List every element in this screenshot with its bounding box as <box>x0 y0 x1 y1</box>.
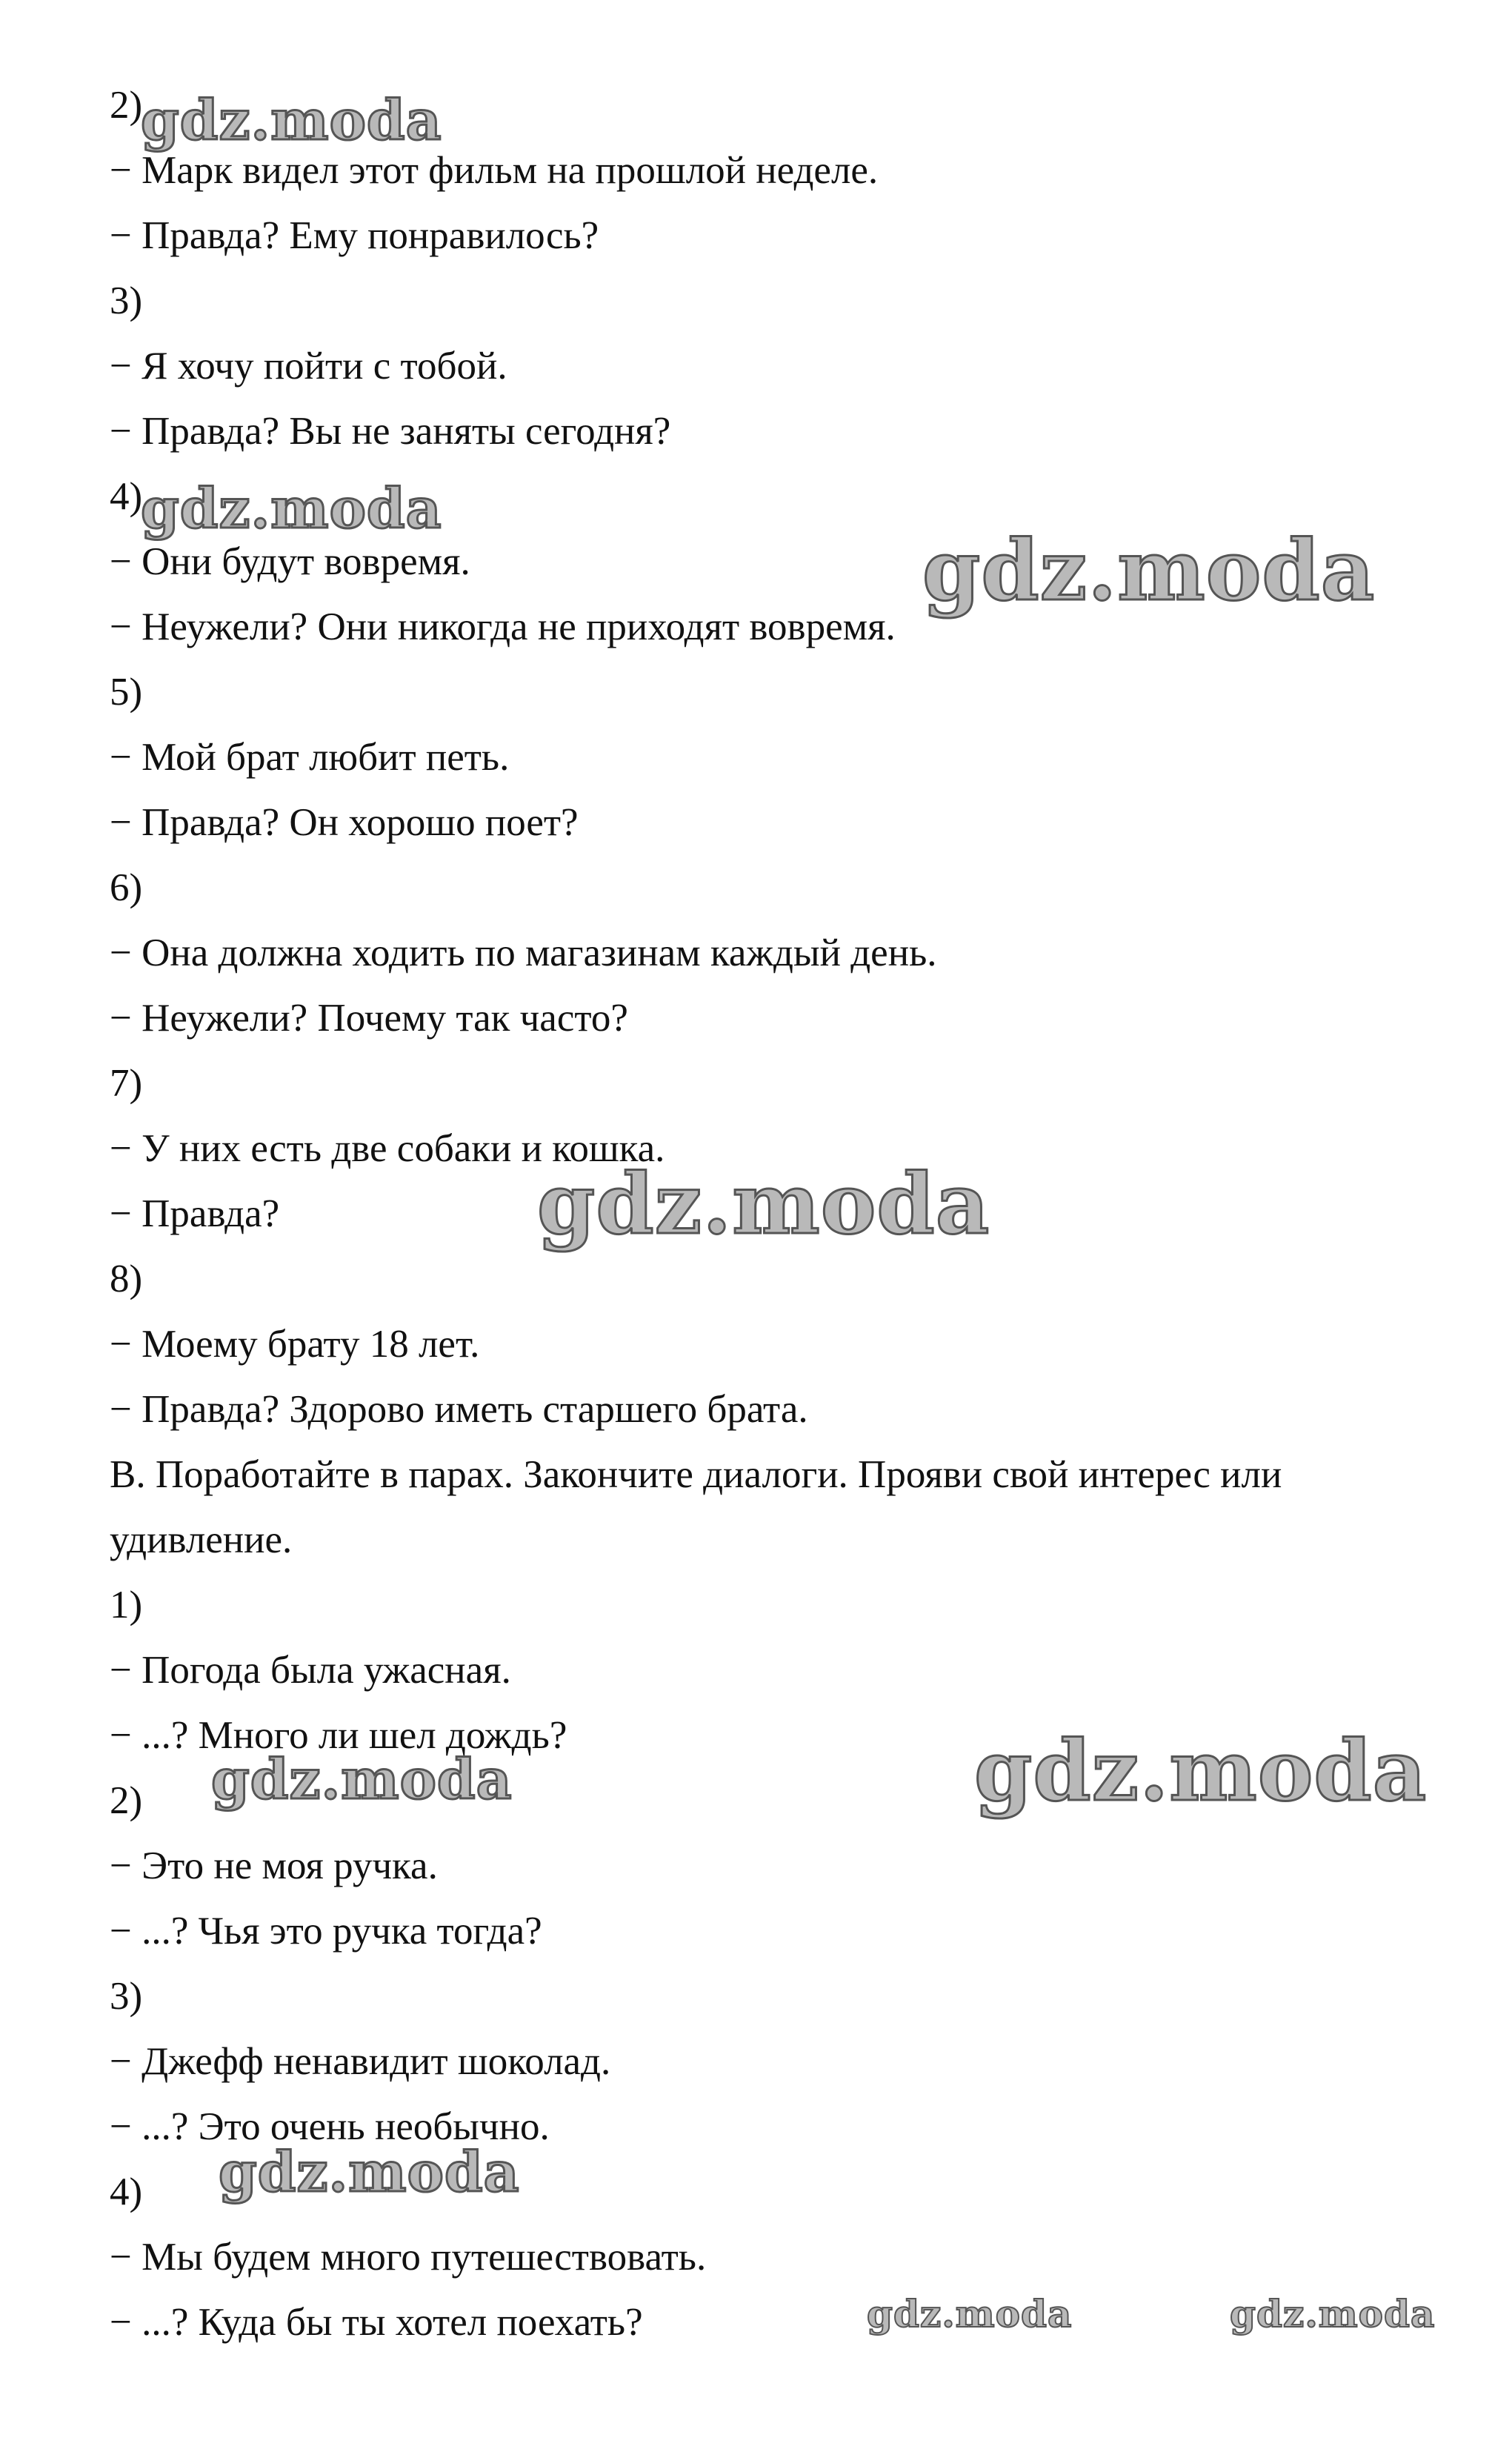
dialogue-line: − Она должна ходить по магазинам каждый день. <box>110 931 937 974</box>
dialogue-line: − Правда? Ему понравилось? <box>110 214 599 257</box>
dialogue-number: 3) <box>110 1975 143 2018</box>
watermark-logo: gdz.moda <box>537 1156 990 1253</box>
dialogue-line: − ...? Куда бы ты хотел поехать? <box>110 2301 643 2344</box>
dialogue-line: − Мы будем много путешествовать. <box>110 2236 707 2279</box>
dialogue-line: − Я хочу пойти с тобой. <box>110 345 507 388</box>
dialogue-number: 4) <box>110 475 143 518</box>
dialogue-line: − ...? Много ли шел дождь? <box>110 1714 567 1757</box>
dialogue-line: − Правда? Здорово иметь старшего брата. <box>110 1388 808 1431</box>
dialogue-line: − Марк видел этот фильм на прошлой неделе. <box>110 149 879 192</box>
dialogue-number: 4) <box>110 2170 143 2213</box>
dialogue-number: 2) <box>110 84 143 127</box>
dialogue-number: 3) <box>110 279 143 322</box>
dialogue-line: − Они будут вовремя. <box>110 540 470 583</box>
watermark-logo: gdz.moda <box>141 477 442 541</box>
watermark-logo: gdz.moda <box>219 2141 520 2205</box>
dialogue-line: − Правда? Вы не заняты сегодня? <box>110 410 671 453</box>
dialogue-line: − Погода была ужасная. <box>110 1649 511 1692</box>
dialogue-line: − Это не моя ручка. <box>110 1844 438 1887</box>
task-heading-continuation: удивление. <box>110 1518 293 1561</box>
dialogue-line: − Правда? <box>110 1192 280 1235</box>
dialogue-number: 5) <box>110 671 143 714</box>
dialogue-line: − Джефф ненавидит шоколад. <box>110 2040 611 2083</box>
dialogue-line: − Неужели? Они никогда не приходят вовремя. <box>110 605 896 648</box>
dialogue-number: 8) <box>110 1257 143 1300</box>
dialogue-line: − ...? Это очень необычно. <box>110 2105 550 2148</box>
dialogue-number: 7) <box>110 1062 143 1105</box>
watermark-logo: gdz.moda <box>1230 2292 1436 2336</box>
watermark-logo: gdz.moda <box>922 522 1376 619</box>
watermark-logo: gdz.moda <box>867 2292 1073 2336</box>
dialogue-line: − ...? Чья это ручка тогда? <box>110 1910 542 1953</box>
dialogue-line: − Моему брату 18 лет. <box>110 1323 480 1366</box>
dialogue-line: − Правда? Он хорошо поет? <box>110 801 579 844</box>
watermark-logo: gdz.moda <box>974 1723 1428 1820</box>
task-heading: B. Поработайте в парах. Закончите диалоги. Прояви свой интерес или <box>110 1453 1282 1496</box>
dialogue-line: − Неужели? Почему так часто? <box>110 997 628 1040</box>
dialogue-number: 2) <box>110 1779 143 1822</box>
watermark-logo: gdz.moda <box>211 1748 513 1812</box>
dialogue-number: 6) <box>110 866 143 909</box>
dialogue-line: − Мой брат любит петь. <box>110 736 510 779</box>
watermark-logo: gdz.moda <box>141 89 442 153</box>
dialogue-number: 1) <box>110 1584 143 1627</box>
dialogue-line: − У них есть две собаки и кошка. <box>110 1127 665 1170</box>
